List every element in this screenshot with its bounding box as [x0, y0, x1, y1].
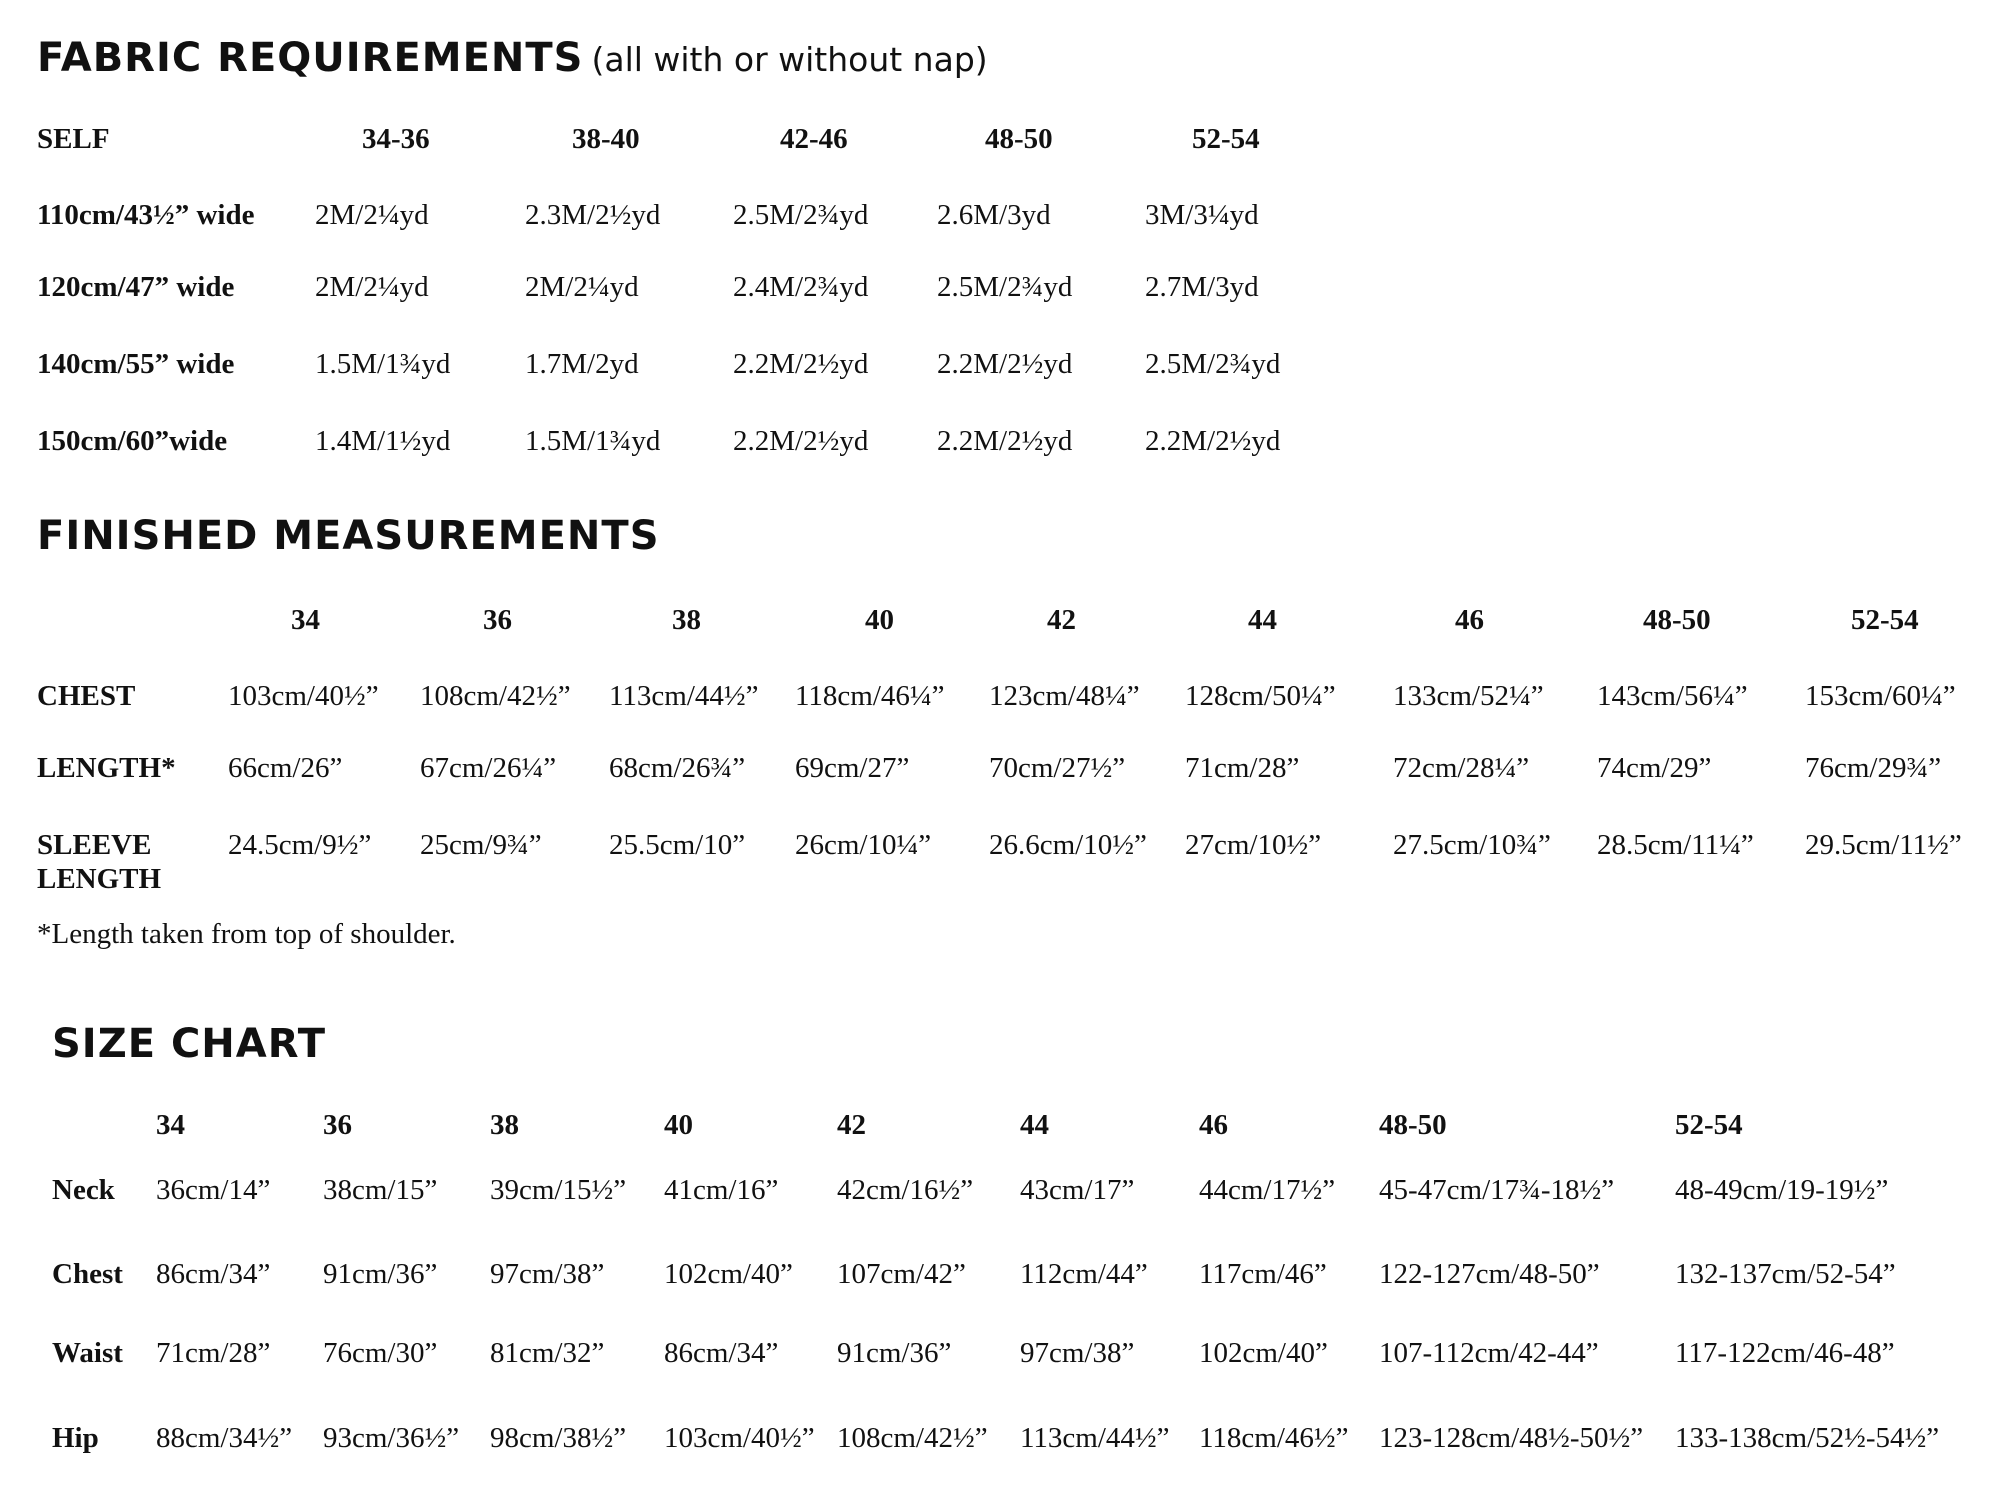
fabric-width-label: 120cm/47” wide [37, 271, 235, 303]
size-chart-cell: 45-47cm/17¾-18½” [1379, 1174, 1615, 1206]
size-chart-cell: 112cm/44” [1020, 1258, 1148, 1290]
fabric-width-label: 150cm/60”wide [37, 425, 228, 457]
size-chart-size-header: 34 [156, 1109, 185, 1141]
size-chart-cell: 48-49cm/19-19½” [1675, 1174, 1889, 1206]
size-chart-cell: 91cm/36” [323, 1258, 438, 1290]
size-chart-cell: 98cm/38½” [490, 1422, 627, 1454]
size-chart-cell: 118cm/46½” [1199, 1422, 1349, 1454]
fabric-yardage-cell: 2M/2¼yd [315, 271, 429, 303]
size-chart-cell: 107-112cm/42-44” [1379, 1337, 1599, 1369]
finished-measurement-cell: 25cm/9¾” [420, 829, 542, 861]
size-chart-cell: 107cm/42” [837, 1258, 966, 1290]
size-chart-cell: 81cm/32” [490, 1337, 605, 1369]
finished-measurement-cell: 71cm/28” [1185, 752, 1300, 784]
size-chart-size-header: 38 [490, 1109, 519, 1141]
size-chart-cell: 71cm/28” [156, 1337, 271, 1369]
fabric-yardage-cell: 2M/2¼yd [315, 199, 429, 231]
fabric-yardage-cell: 2.6M/3yd [937, 199, 1051, 231]
size-chart-cell: 86cm/34” [156, 1258, 271, 1290]
finished-measurement-cell: 26.6cm/10½” [989, 829, 1147, 861]
size-chart-cell: 91cm/36” [837, 1337, 952, 1369]
fabric-title-text: FABRIC REQUIREMENTS [37, 35, 584, 81]
fabric-width-label: 140cm/55” wide [37, 348, 235, 380]
fabric-width-label: 110cm/43½” wide [37, 199, 255, 231]
fabric-yardage-cell: 2.4M/2¾yd [733, 271, 869, 303]
size-chart-size-header: 42 [837, 1109, 866, 1141]
finished-measurement-cell: 27cm/10½” [1185, 829, 1322, 861]
size-chart-cell: 44cm/17½” [1199, 1174, 1336, 1206]
fabric-yardage-cell: 2.3M/2½yd [525, 199, 661, 231]
length-footnote: *Length taken from top of shoulder. [37, 918, 456, 950]
fabric-yardage-cell: 2.7M/3yd [1145, 271, 1259, 303]
finished-size-header: 44 [1248, 604, 1277, 636]
fabric-yardage-cell: 2.5M/2¾yd [733, 199, 869, 231]
size-chart-cell: 36cm/14” [156, 1174, 271, 1206]
finished-measurement-cell: 108cm/42½” [420, 680, 571, 712]
fabric-yardage-cell: 2.2M/2½yd [733, 425, 869, 457]
size-chart-cell: 102cm/40” [664, 1258, 793, 1290]
finished-size-header: 38 [672, 604, 701, 636]
size-chart-cell: 102cm/40” [1199, 1337, 1328, 1369]
finished-measurement-cell: 103cm/40½” [228, 680, 379, 712]
finished-row-label-line2: LENGTH [37, 863, 162, 895]
size-chart-cell: 132-137cm/52-54” [1675, 1258, 1896, 1290]
size-chart-row-label: Chest [52, 1258, 123, 1290]
size-chart-cell: 39cm/15½” [490, 1174, 627, 1206]
finished-size-header: 52-54 [1851, 604, 1919, 636]
fabric-yardage-cell: 2.2M/2½yd [937, 348, 1073, 380]
finished-row-label: SLEEVE [37, 829, 152, 861]
finished-measurement-cell: 24.5cm/9½” [228, 829, 372, 861]
finished-measurement-cell: 153cm/60¼” [1805, 680, 1956, 712]
size-chart-size-header: 36 [323, 1109, 352, 1141]
fabric-yardage-cell: 1.5M/1¾yd [315, 348, 451, 380]
finished-size-header: 46 [1455, 604, 1484, 636]
finished-measurement-cell: 143cm/56¼” [1597, 680, 1748, 712]
size-chart-size-header: 44 [1020, 1109, 1049, 1141]
size-chart-cell: 123-128cm/48½-50½” [1379, 1422, 1644, 1454]
size-chart-size-header: 48-50 [1379, 1109, 1447, 1141]
finished-size-header: 42 [1047, 604, 1076, 636]
finished-measurement-cell: 70cm/27½” [989, 752, 1126, 784]
fabric-size-header: 38-40 [572, 123, 640, 155]
finished-measurement-cell: 113cm/44½” [609, 680, 759, 712]
finished-measurement-cell: 123cm/48¼” [989, 680, 1140, 712]
finished-measurement-cell: 26cm/10¼” [795, 829, 932, 861]
finished-measurement-cell: 28.5cm/11¼” [1597, 829, 1754, 861]
size-chart-size-header: 46 [1199, 1109, 1228, 1141]
size-chart-cell: 43cm/17” [1020, 1174, 1135, 1206]
finished-size-header: 34 [291, 604, 320, 636]
fabric-yardage-cell: 2.5M/2¾yd [937, 271, 1073, 303]
finished-measurements-title: FINISHED MEASUREMENTS [37, 513, 660, 559]
size-chart-cell: 122-127cm/48-50” [1379, 1258, 1600, 1290]
size-chart-cell: 133-138cm/52½-54½” [1675, 1422, 1940, 1454]
size-chart-cell: 86cm/34” [664, 1337, 779, 1369]
size-chart-cell: 88cm/34½” [156, 1422, 293, 1454]
fabric-yardage-cell: 1.7M/2yd [525, 348, 639, 380]
size-chart-cell: 41cm/16” [664, 1174, 779, 1206]
size-chart-cell: 117cm/46” [1199, 1258, 1327, 1290]
fabric-yardage-cell: 2.2M/2½yd [1145, 425, 1281, 457]
finished-measurement-cell: 25.5cm/10” [609, 829, 746, 861]
fabric-yardage-cell: 2M/2¼yd [525, 271, 639, 303]
finished-measurement-cell: 69cm/27” [795, 752, 910, 784]
size-chart-cell: 113cm/44½” [1020, 1422, 1170, 1454]
fabric-subtitle: (all with or without nap) [591, 40, 988, 79]
finished-measurement-cell: 72cm/28¼” [1393, 752, 1530, 784]
fabric-size-header: 34-36 [362, 123, 430, 155]
size-chart-row-label: Neck [52, 1174, 115, 1206]
size-chart-cell: 42cm/16½” [837, 1174, 974, 1206]
fabric-corner-label: SELF [37, 123, 110, 155]
fabric-yardage-cell: 1.5M/1¾yd [525, 425, 661, 457]
fabric-size-header: 42-46 [780, 123, 848, 155]
fabric-yardage-cell: 2.2M/2½yd [733, 348, 869, 380]
finished-measurement-cell: 29.5cm/11½” [1805, 829, 1962, 861]
finished-measurement-cell: 66cm/26” [228, 752, 343, 784]
finished-measurement-cell: 67cm/26¼” [420, 752, 557, 784]
size-chart-cell: 108cm/42½” [837, 1422, 988, 1454]
size-chart-row-label: Hip [52, 1422, 99, 1454]
finished-size-header: 36 [483, 604, 512, 636]
fabric-yardage-cell: 1.4M/1½yd [315, 425, 451, 457]
finished-measurement-cell: 118cm/46¼” [795, 680, 945, 712]
size-chart-cell: 38cm/15” [323, 1174, 438, 1206]
size-chart-row-label: Waist [52, 1337, 123, 1369]
finished-size-header: 48-50 [1643, 604, 1711, 636]
finished-measurement-cell: 128cm/50¼” [1185, 680, 1336, 712]
size-chart-cell: 103cm/40½” [664, 1422, 815, 1454]
size-chart-cell: 117-122cm/46-48” [1675, 1337, 1895, 1369]
size-chart-size-header: 40 [664, 1109, 693, 1141]
fabric-size-header: 52-54 [1192, 123, 1260, 155]
finished-measurement-cell: 76cm/29¾” [1805, 752, 1942, 784]
finished-measurement-cell: 133cm/52¼” [1393, 680, 1544, 712]
finished-row-label: CHEST [37, 680, 136, 712]
size-chart-cell: 76cm/30” [323, 1337, 438, 1369]
size-chart-size-header: 52-54 [1675, 1109, 1743, 1141]
size-chart-cell: 97cm/38” [490, 1258, 605, 1290]
fabric-yardage-cell: 2.5M/2¾yd [1145, 348, 1281, 380]
size-chart-title: SIZE CHART [52, 1021, 327, 1067]
finished-measurement-cell: 27.5cm/10¾” [1393, 829, 1551, 861]
fabric-yardage-cell: 2.2M/2½yd [937, 425, 1073, 457]
finished-size-header: 40 [865, 604, 894, 636]
fabric-requirements-title [37, 35, 988, 81]
size-chart-cell: 93cm/36½” [323, 1422, 460, 1454]
size-chart-cell: 97cm/38” [1020, 1337, 1135, 1369]
finished-row-label: LENGTH* [37, 752, 176, 784]
finished-measurement-cell: 68cm/26¾” [609, 752, 746, 784]
fabric-yardage-cell: 3M/3¼yd [1145, 199, 1259, 231]
finished-measurement-cell: 74cm/29” [1597, 752, 1712, 784]
fabric-size-header: 48-50 [985, 123, 1053, 155]
